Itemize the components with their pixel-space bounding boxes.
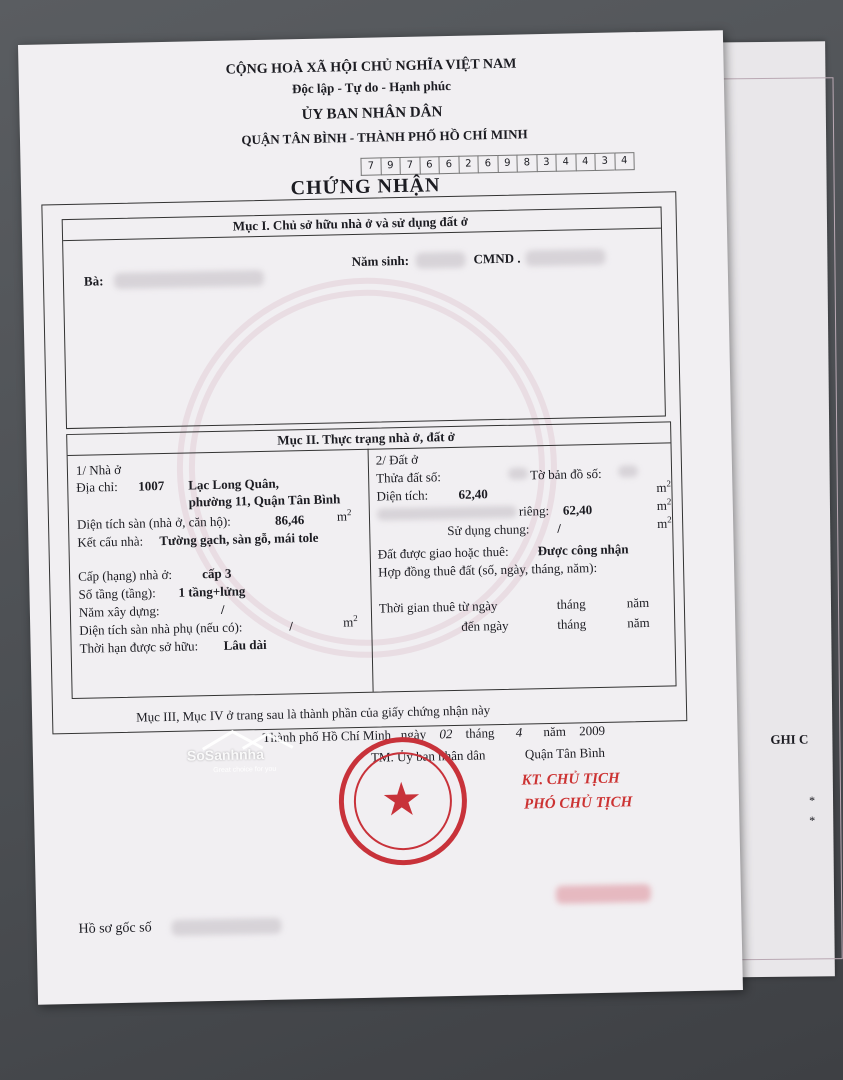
owner-label: Bà: <box>83 273 104 289</box>
floor-area-label: Diện tích sàn (nhà ở, căn hộ): <box>76 513 231 532</box>
aux-area-value: / <box>289 618 294 634</box>
official-stamp <box>338 736 469 867</box>
serial-digit: 9 <box>497 155 517 173</box>
lease-from-year: năm <box>626 594 650 611</box>
unit-m: m <box>656 497 668 514</box>
floors-value: 1 tầng+lửng <box>178 583 246 600</box>
structure-label: Kết cấu nhà: <box>77 533 144 550</box>
continuation-note: Mục III, Mục IV ở trang sau là thành phần của giấy chứng nhận này <box>135 702 491 725</box>
lease-from-label: Thời gian thuê từ ngày <box>378 598 498 616</box>
redacted-file-number <box>171 918 281 936</box>
section-property-title: Mục II. Thực trạng nhà ở, đất ở <box>277 428 456 448</box>
issue-year: 2009 <box>578 722 606 739</box>
district-title: QUẬN TÂN BÌNH - THÀNH PHỐ HỒ CHÍ MINH <box>241 126 528 148</box>
file-number-label: Hồ sơ gốc số <box>78 920 152 937</box>
aux-area-unit: $m^2$ <box>343 613 358 630</box>
allocation-label: Đất được giao hoặc thuê: <box>377 543 509 562</box>
floors-label: Số tầng (tầng): <box>78 585 156 602</box>
serial-digit: 3 <box>536 154 556 172</box>
birth-year-label: Năm sinh: <box>351 252 410 270</box>
on-behalf: TM. Ủy ban nhân dân <box>370 747 486 765</box>
on-behalf-district: Quận Tân Bình <box>524 744 606 762</box>
private-use-unit: $m^2$ <box>656 496 672 514</box>
lease-contract-label: Hợp đồng thuê đất (số, ngày, tháng, năm): <box>377 559 598 580</box>
serial-digit: 8 <box>516 154 536 172</box>
ownership-term-value: Lâu dài <box>223 636 267 653</box>
structure-value: Tường gạch, sàn gỗ, mái tole <box>159 529 319 549</box>
signer-role-2: PHÓ CHỦ TỊCH <box>523 794 633 813</box>
issue-day: 02 <box>439 726 453 742</box>
serial-digit: 4 <box>555 153 575 171</box>
certificate-page <box>18 30 743 1005</box>
parcel-label: Thửa đất số: <box>375 469 442 486</box>
next-page-star: * <box>808 793 816 808</box>
shared-use-unit: $m^2$ <box>657 514 672 532</box>
land-area-label: Diện tích: <box>376 487 429 504</box>
serial-digit: 6 <box>419 156 439 174</box>
serial-digit: 7 <box>399 157 419 175</box>
sosanhnha-watermark <box>182 727 313 780</box>
lease-to-month: tháng <box>557 616 587 632</box>
grade-label: Cấp (hạng) nhà ở: <box>77 566 173 584</box>
committee-title: ỦY BAN NHÂN DÂN <box>301 104 443 124</box>
address-street: Lạc Long Quân, <box>188 475 280 493</box>
section-owner-title: Mục I. Chủ sở hữu nhà ở và sử dụng đất ở <box>232 213 469 234</box>
lease-to-year: năm <box>627 614 650 631</box>
redacted-signer-name <box>556 884 651 904</box>
outer-frame <box>41 191 687 734</box>
id-label: CMND . <box>473 250 521 267</box>
signer-role-1: KT. CHỦ TỊCH <box>521 770 620 789</box>
motto: Độc lập - Tự do - Hạnh phúc <box>291 77 452 97</box>
address-number: 1007 <box>138 478 165 494</box>
shared-use-value: / <box>557 520 562 536</box>
serial-digit: 9 <box>380 157 400 175</box>
build-year-value: / <box>220 601 225 617</box>
serial-digit: 2 <box>458 155 478 173</box>
allocation-value: Được công nhận <box>537 541 629 559</box>
lease-from-month: tháng <box>556 596 586 612</box>
serial-digit: 4 <box>575 153 595 171</box>
serial-digit: 7 <box>360 157 380 175</box>
grade-value: cấp 3 <box>201 565 232 582</box>
star-emblem-icon: ★ <box>380 773 423 826</box>
unit-m: m <box>656 479 667 496</box>
serial-digit: 6 <box>477 155 497 173</box>
floor-area-value: 86,46 <box>274 512 305 528</box>
ownership-term-label: Thời hạn được sở hữu: <box>79 638 199 656</box>
map-sheet-label: Tờ bản đồ số: <box>529 465 602 483</box>
address-label: Địa chỉ: <box>76 479 118 495</box>
nation-heading: CỘNG HOÀ XÃ HỘI CHỦ NGHĨA VIỆT NAM <box>225 56 517 78</box>
year-word: năm <box>543 723 567 740</box>
next-page-label: GHI C <box>770 731 809 747</box>
aux-area-label: Diện tích sàn nhà phụ (nếu có): <box>79 619 243 638</box>
unit-m: m <box>657 515 668 532</box>
place-date-text: Thành phố Hồ Chí Minh , ngày <box>262 726 427 746</box>
serial-digit: 3 <box>594 153 614 171</box>
floor-area-unit: $m^2$ <box>336 507 352 524</box>
serial-digit: 4 <box>614 152 635 170</box>
certificate-title: CHỨNG NHẬN <box>290 174 441 200</box>
land-area-value: 62,40 <box>458 486 488 502</box>
unit-m: m <box>336 508 348 524</box>
month-word: tháng <box>465 725 495 741</box>
issue-month: 4 <box>515 724 523 740</box>
shared-use-label: Sử dụng chung: <box>447 521 530 539</box>
serial-digit: 6 <box>438 156 458 174</box>
private-use-value: 62,40 <box>562 502 593 518</box>
land-heading: 2/ Đất ở <box>375 451 419 468</box>
watermark-name: SoSanhnha <box>186 746 265 764</box>
unit-m: m <box>343 614 354 630</box>
watermark-tagline: Great choice for you <box>213 765 277 775</box>
next-page-star: * <box>809 813 816 828</box>
land-area-unit: $m^2$ <box>656 478 672 496</box>
build-year-label: Năm xây dựng: <box>78 603 160 620</box>
private-use-label: riêng: <box>518 502 550 519</box>
house-heading: 1/ Nhà ở <box>75 461 122 478</box>
lease-to-label: đến ngày <box>461 617 509 634</box>
address-ward: phường 11, Quận Tân Bình <box>188 491 341 510</box>
